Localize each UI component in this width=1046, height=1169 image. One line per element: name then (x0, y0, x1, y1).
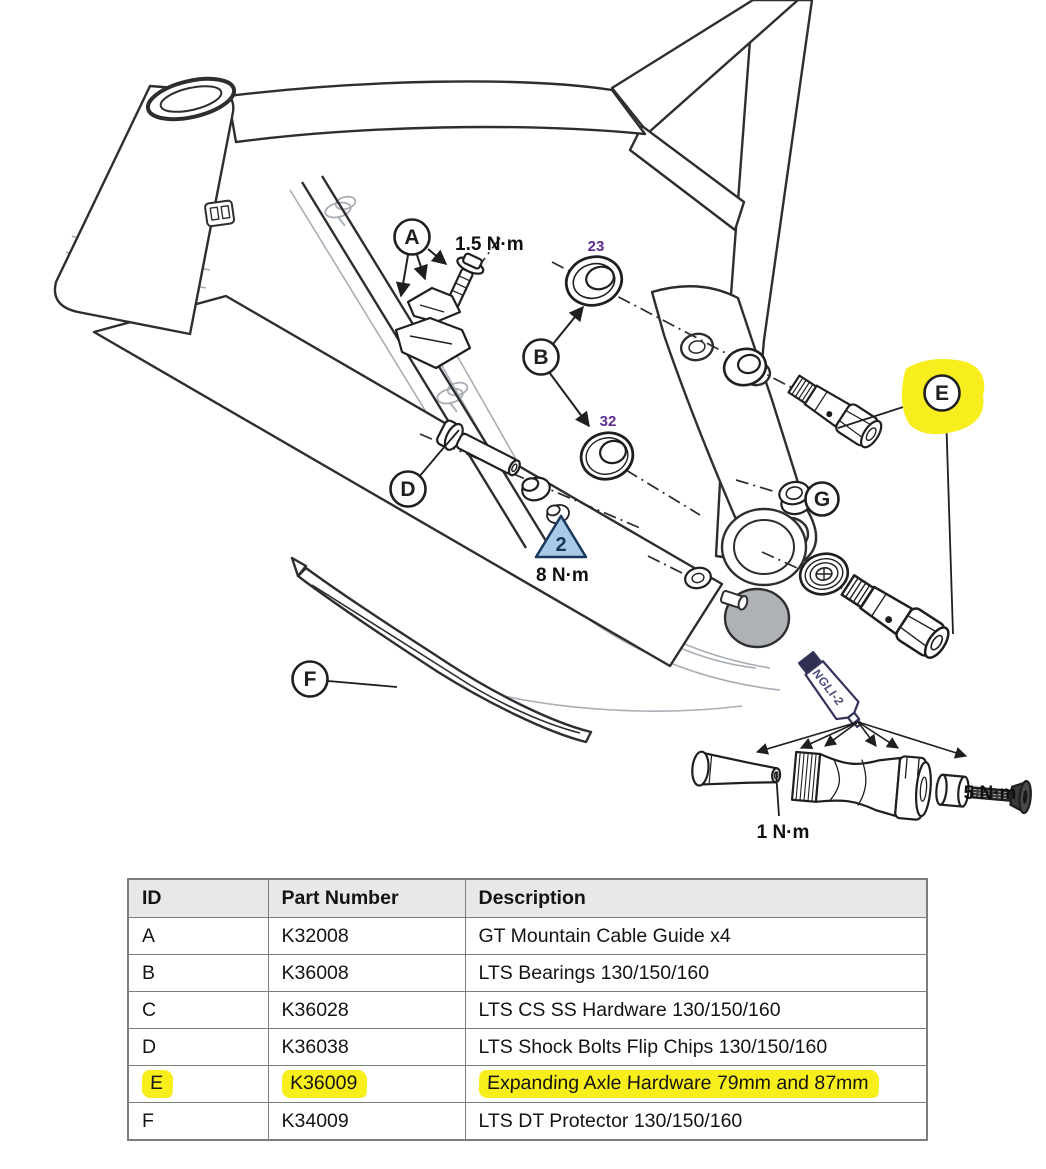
table-cell-part: K36028 (268, 992, 465, 1029)
bearing-number-23: 23 (587, 238, 605, 255)
grease-arrows (757, 722, 966, 756)
torque-axle-bolt: 5 N·m (963, 783, 1017, 804)
torque-axle-body: 1 N·m (756, 822, 810, 843)
table-row (128, 1029, 927, 1066)
table-cell-desc: LTS Shock Bolts Flip Chips 130/150/160 (465, 1029, 927, 1066)
table-cell-id: E (128, 1066, 268, 1103)
table-row (128, 1103, 927, 1141)
torque-shock-bolt: 8 N·m (536, 565, 589, 586)
table-header-row (128, 879, 927, 918)
top-tube (228, 81, 645, 142)
cable-boss (205, 200, 235, 227)
grease-label: NGLI-2 (809, 667, 848, 708)
table-cell-id: D (128, 1029, 268, 1066)
table-cell-desc: LTS CS SS Hardware 130/150/160 (465, 992, 927, 1029)
table-row (128, 992, 927, 1029)
parts-table-body (128, 918, 927, 1141)
table-cell-part: K34009 (268, 1103, 465, 1141)
frame-outline (55, 0, 816, 742)
callout-b-label: B (533, 346, 549, 369)
axle-body (791, 747, 933, 821)
main-pivot-ring-inner (734, 520, 794, 574)
bearing-32 (576, 427, 638, 484)
bearing-number-32: 32 (599, 413, 617, 430)
table-cell-part: K32008 (268, 918, 465, 955)
step-number: 2 (555, 534, 567, 556)
callout-d-label: D (400, 478, 416, 501)
torque-cable-guide: 1.5 N·m (455, 234, 524, 255)
callout-g-label: G (813, 488, 831, 511)
bearing-23 (560, 250, 627, 312)
header-part-number: Part Number (268, 879, 465, 918)
table-cell-id: F (128, 1103, 268, 1141)
cable-boss-slot (221, 206, 230, 219)
header-id: ID (128, 879, 268, 918)
callout-a-label: A (404, 226, 420, 249)
table-row (128, 955, 927, 992)
axle-pin (691, 751, 782, 793)
seatstay-lower (630, 126, 744, 230)
table-row (128, 918, 927, 955)
expanding-axle-lower (838, 570, 954, 663)
table-cell-part: K36038 (268, 1029, 465, 1066)
callout-e-label: E (934, 382, 950, 405)
header-description: Description (465, 879, 927, 918)
cable-boss-slot (210, 207, 219, 220)
callout-f-label: F (303, 668, 317, 691)
table-cell-id: A (128, 918, 268, 955)
table-cell-id: C (128, 992, 268, 1029)
table-row (128, 1066, 927, 1103)
table-cell-desc: Expanding Axle Hardware 79mm and 87mm (465, 1066, 927, 1103)
table-cell-desc: GT Mountain Cable Guide x4 (465, 918, 927, 955)
parts-table (127, 878, 928, 1141)
table-cell-desc: LTS Bearings 130/150/160 (465, 955, 927, 992)
grease-tube (795, 649, 870, 734)
table-cell-part: K36008 (268, 955, 465, 992)
table-cell-id: B (128, 955, 268, 992)
table-cell-desc: LTS DT Protector 130/150/160 (465, 1103, 927, 1141)
table-cell-part: K36009 (268, 1066, 465, 1103)
expanding-axle-upper (785, 371, 885, 452)
